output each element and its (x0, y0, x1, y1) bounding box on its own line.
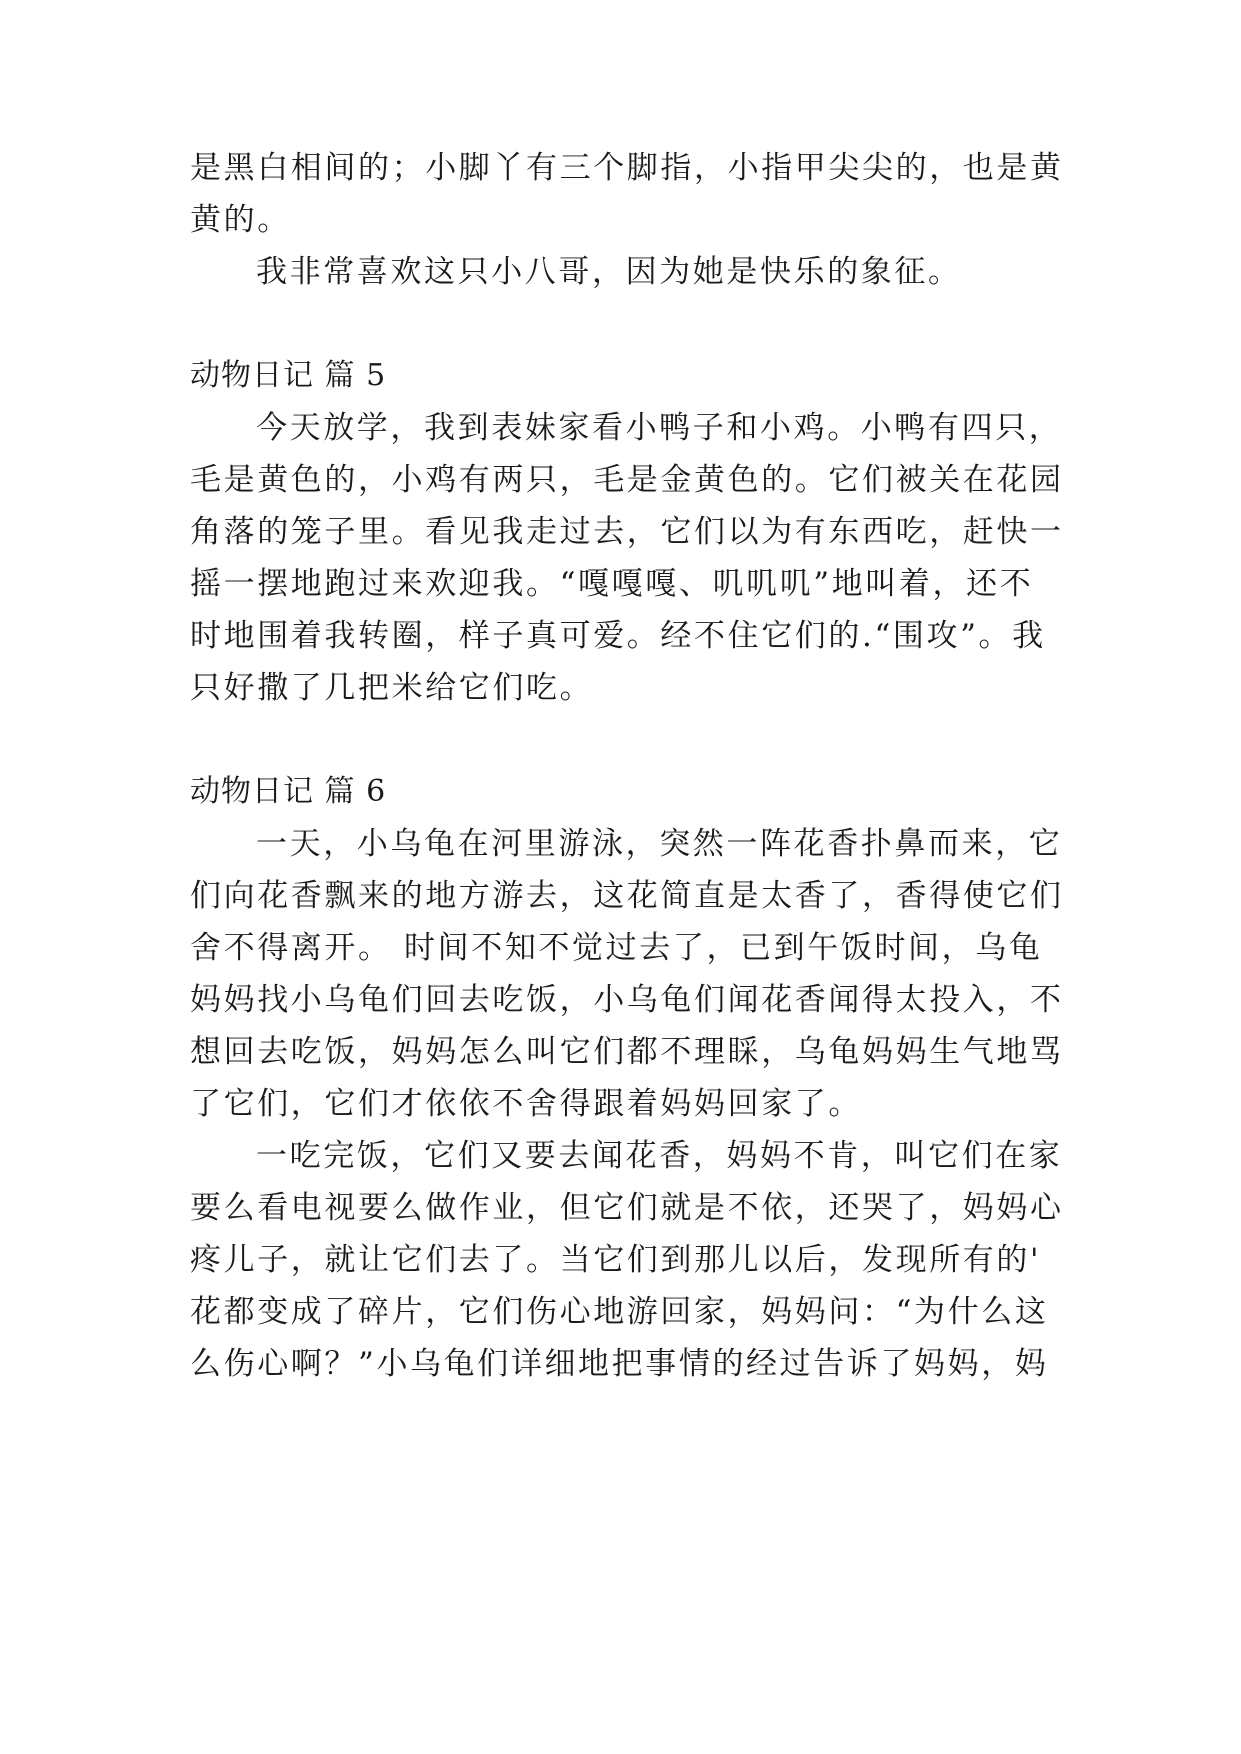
text-line: 么伤心啊？”小乌龟们详细地把事情的经过告诉了妈妈，妈 (190, 1346, 1049, 1382)
text-line: 一吃完饭，它们又要去闻花香，妈妈不肯，叫它们在家 (256, 1138, 1063, 1174)
text-line: 要么看电视要么做作业，但它们就是不依，还哭了，妈妈心 (190, 1190, 1064, 1226)
text-line: 毛是黄色的，小鸡有两只，毛是金黄色的。它们被关在花园 (190, 462, 1064, 498)
section-heading: 动物日记 篇 6 (190, 774, 387, 809)
text-line: 妈妈找小乌龟们回去吃饭，小乌龟们闻花香闻得太投入，不 (190, 982, 1064, 1018)
text-line: 黄的。 (190, 202, 291, 238)
text-line: 想回去吃饭，妈妈怎么叫它们都不理睬，乌龟妈妈生气地骂 (190, 1034, 1064, 1070)
text-line: 们向花香飘来的地方游去，这花简直是太香了，香得使它们 (190, 878, 1064, 914)
text-line: 今天放学，我到表妹家看小鸭子和小鸡。小鸭有四只， (256, 410, 1063, 446)
text-line: 舍不得离开。 时间不知不觉过去了，已到午饭时间，乌龟 (190, 930, 1043, 966)
text-line: 我非常喜欢这只小八哥，因为她是快乐的象征。 (256, 254, 962, 290)
text-line: 疼儿子，就让它们去了。当它们到那儿以后，发现所有的' (190, 1242, 1042, 1278)
text-line: 角落的笼子里。看见我走过去，它们以为有东西吃，赶快一 (190, 514, 1064, 550)
text-line: 只好撒了几把米给它们吃。 (190, 670, 594, 706)
text-line: 一天，小乌龟在河里游泳，突然一阵花香扑鼻而来，它 (256, 826, 1063, 862)
text-line: 摇一摆地跑过来欢迎我。“嘎嘎嘎、叽叽叽”地叫着，还不 (190, 566, 1034, 602)
text-line: 时地围着我转圈，样子真可爱。经不住它们的.“围攻”。我 (190, 618, 1046, 654)
section-heading: 动物日记 篇 5 (190, 358, 387, 393)
text-line: 是黑白相间的；小脚丫有三个脚指，小指甲尖尖的，也是黄 (190, 150, 1064, 186)
text-line: 花都变成了碎片，它们伤心地游回家，妈妈问：“为什么这 (190, 1294, 1049, 1330)
text-line: 了它们，它们才依依不舍得跟着妈妈回家了。 (190, 1086, 862, 1122)
